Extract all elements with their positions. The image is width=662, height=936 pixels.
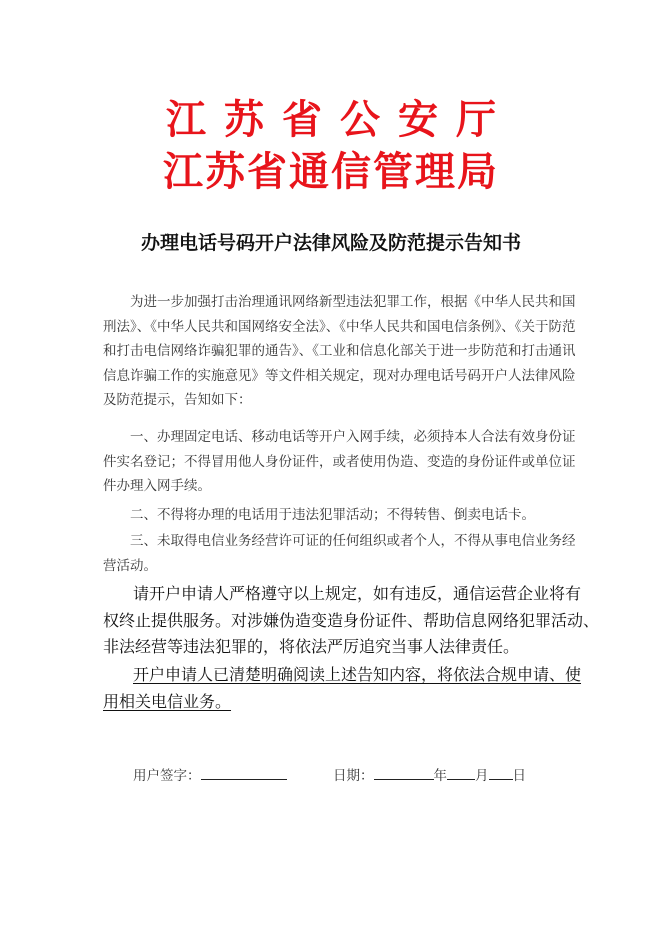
text-line: 刑法》、《中华人民共和国网络安全法》、《中华人民共和国电信条例》、《关于防范 xyxy=(103,318,576,335)
date-field-group xyxy=(333,764,526,784)
text-line: 权终止提供服务。对涉嫌伪造变造身份证件、帮助信息网络犯罪活动、 xyxy=(103,610,600,630)
item-2 xyxy=(103,503,560,528)
warning-paragraph xyxy=(103,581,600,661)
issuer-title-telecom: 江苏省通信管理局 xyxy=(163,148,499,195)
user-signature xyxy=(133,764,287,784)
text-line: 用相关电信业务。 xyxy=(103,691,232,711)
text-line: 和打击电信网络诈骗犯罪的通告》、《工业和信息化部关于进一步防范和打击通讯 xyxy=(103,343,576,359)
signature-field[interactable] xyxy=(201,765,287,780)
year-field[interactable] xyxy=(374,765,434,780)
text-line: 一、办理固定电话、移动电话等开户入网手续，必须持本人合法有效身份证 xyxy=(130,429,576,445)
day-field[interactable] xyxy=(489,765,513,780)
year-label: 年 xyxy=(433,768,447,784)
text-line: 为进一步加强打击治理通讯网络新型违法犯罪工作，根据《中华人民共和国 xyxy=(130,294,576,310)
date-label: 日期： xyxy=(333,768,374,784)
user-signature-label: 用户签字： xyxy=(133,768,201,784)
acknowledgement-paragraph xyxy=(103,662,582,715)
text-line: 信息诈骗工作的实施意见》等文件相关规定，现对办理电话号码开户人法律风险 xyxy=(103,367,576,384)
intro-paragraph xyxy=(103,290,576,413)
text-line: 开户申请人已清楚明确阅读上述告知内容，将依法合规申请、使 xyxy=(133,665,582,684)
month-label: 月 xyxy=(475,768,489,784)
item-1 xyxy=(103,425,576,499)
text-line: 件实名登记；不得冒用他人身份证件，或者使用伪造、变造的身份证件或单位证 xyxy=(103,453,576,470)
month-field[interactable] xyxy=(447,765,475,780)
item-3 xyxy=(103,529,576,578)
text-line: 请开户申请人严格遵守以上规定，如有违反，通信运营企业将有 xyxy=(133,584,582,603)
document-title: 办理电话号码开户法律风险及防范提示告知书 xyxy=(140,232,521,254)
text-line: 二、不得将办理的电话用于违法犯罪活动；不得转售、倒卖电话卡。 xyxy=(130,507,535,523)
day-label: 日 xyxy=(512,768,526,784)
text-line: 营活动。 xyxy=(103,557,157,574)
text-line: 非法经营等违法犯罪的，将依法严厉追究当事人法律责任。 xyxy=(103,637,520,656)
text-line: 三、未取得电信业务经营许可证的任何组织或者个人，不得从事电信业务经 xyxy=(130,533,576,549)
issuer-title-police: 江苏省公安厅 xyxy=(166,96,514,143)
text-line: 件办理入网手续。 xyxy=(103,478,211,494)
text-line: 及防范提示，告知如下： xyxy=(103,392,252,408)
